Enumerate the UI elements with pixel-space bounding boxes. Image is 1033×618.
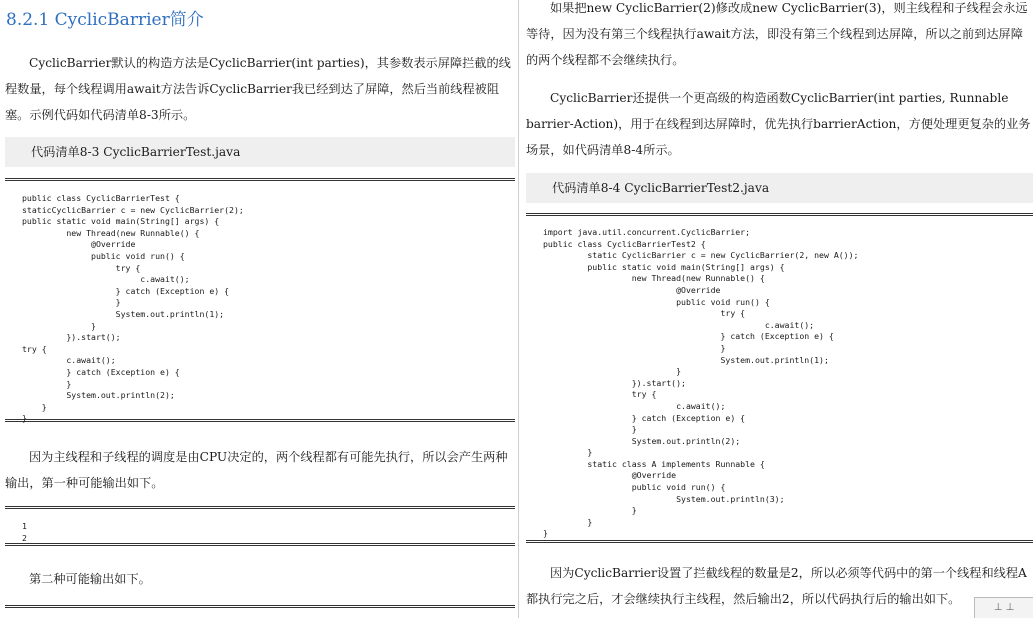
second-output-paragraph: 第二种可能输出如下。 xyxy=(29,572,151,586)
code-listing-caption: 代码清单8-3 CyclicBarrierTest.java xyxy=(5,137,515,167)
section-heading: 8.2.1 CyclicBarrier简介 xyxy=(6,10,204,30)
code-listing xyxy=(5,178,515,422)
intro-paragraph: CyclicBarrier默认的构造方法是CyclicBarrier(int parties)，其参数表示屏障拦截的线程数量，每个线程调用await方法告诉CyclicBarrier我已经到达了屏障，然后当前线程被阻塞。示例代码如代码清单8-3所示。 xyxy=(5,56,511,122)
output-listing-top-rule xyxy=(5,605,515,608)
code-text: public class CyclicBarrierTest { staticCyclicBarrier c = new CyclicBarrier(2); public static void main(String[] args) { new Thread(new Runnable() { @Override public void run() { try { c.await(); } catch (Exception e) { } System.out.println(1); } }).start(); try { c.await(); } catch (Exception e) { } System.out.println(2); } } xyxy=(22,193,244,424)
right-page xyxy=(521,0,1033,618)
page-divider xyxy=(518,0,519,618)
output-explanation-paragraph: 因为CyclicBarrier设置了拦截线程的数量是2，所以必须等代码中的第一个线程和线程A都执行完之后，才会继续执行主线程，然后输出2，所以代码执行后的输出如下。 xyxy=(526,566,1027,606)
output-listing xyxy=(5,506,515,546)
code-text-2: import java.util.concurrent.CyclicBarrier; public class CyclicBarrierTest2 { static CyclicBarrier c = new CyclicBarrier(2, new A()); public static void main(String[] args) { new Thread(new Runnable() { @Override public void run() { try { c.await(); } catch (Exception e) { } System.out.println(1); } }).start(); try { c.await(); } catch (Exception e) { } System.out.println(2); } static class A implements Runnable { @Override public void run() { System.out.println(3); } } } xyxy=(543,227,859,539)
code-listing-2 xyxy=(526,213,1033,543)
code-listing-caption-2: 代码清单8-4 CyclicBarrierTest2.java xyxy=(526,173,1033,203)
advanced-constructor-paragraph: CyclicBarrier还提供一个更高级的构造函数CyclicBarrier(int parties, Runnable barrier-Action)，用于在线程到达屏障时，优先执行barrierAction，方便处理更复杂的业务场景，如代码清单8-4所示。 xyxy=(526,91,1031,157)
output-text: 1 2 xyxy=(22,521,27,543)
modify-paragraph: 如果把new CyclicBarrier(2)修改成new CyclicBarrier(3)，则主线程和子线程会永远等待，因为没有第三个线程执行await方法，即没有第三个线程到达屏障，所以之前到达屏障的两个线程都不会继续执行。 xyxy=(526,1,1028,67)
resize-grip-icon[interactable]: ⊥ ⊥ xyxy=(974,597,1033,618)
explanation-paragraph: 因为主线程和子线程的调度是由CPU决定的，两个线程都有可能先执行，所以会产生两种输出，第一种可能输出如下。 xyxy=(5,450,508,490)
